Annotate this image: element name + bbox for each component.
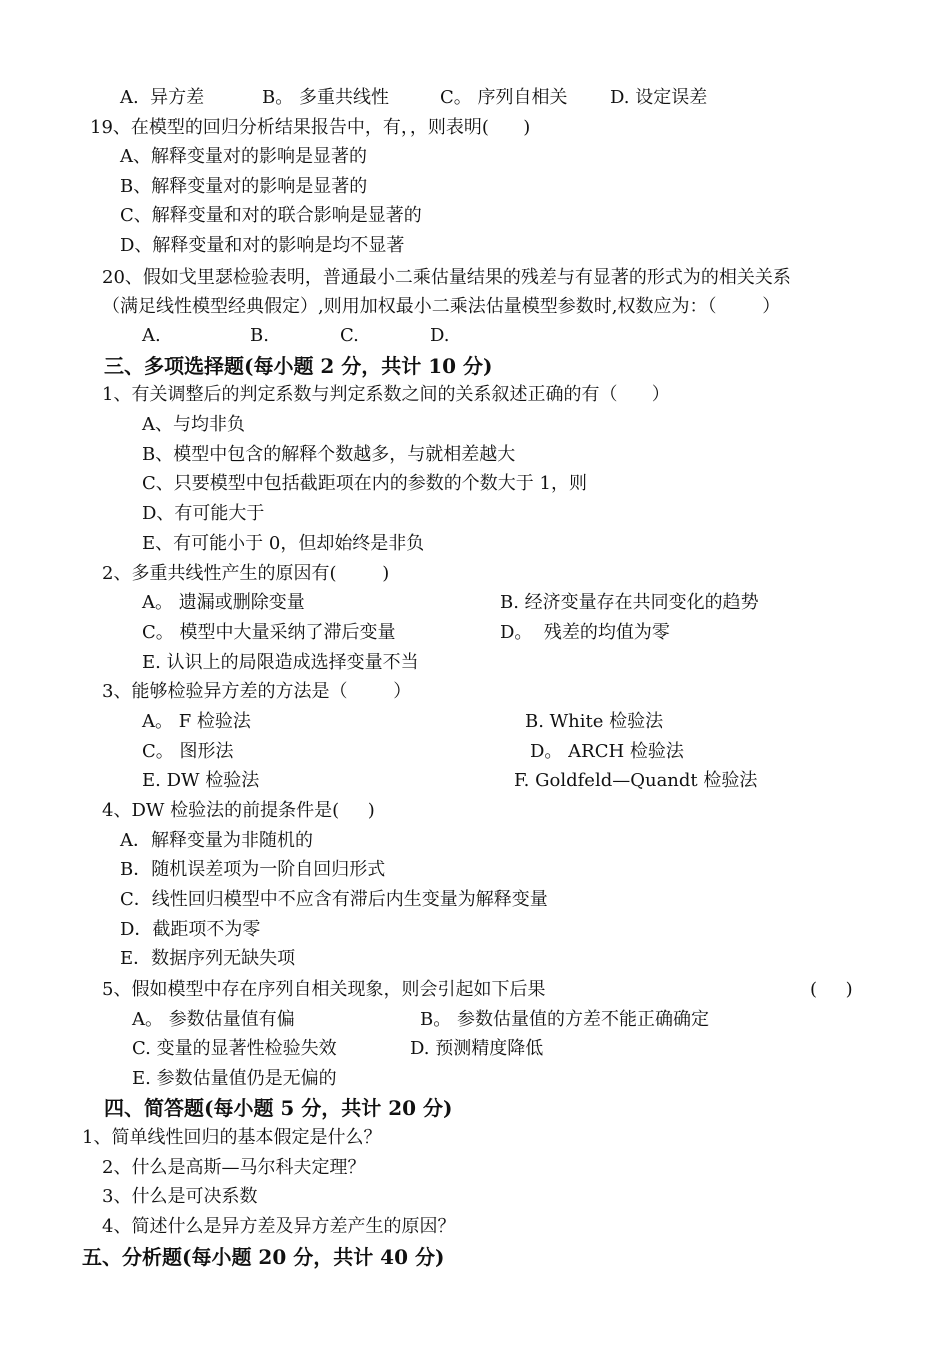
s3-q5-answer-bracket: ( ) [810, 979, 853, 1000]
s3-q1-option-e: E、有可能小于 0，但却始终是非负 [142, 533, 425, 554]
s3-q2-option-a: A。 遗漏或删除变量 [142, 592, 305, 613]
s3-q3-option-a: A。 F 检验法 [142, 711, 251, 732]
q19-stem: 19、在模型的回归分析结果报告中，有，，则表明( ) [90, 117, 531, 138]
s3-q3-option-d: D。 ARCH 检验法 [530, 741, 684, 762]
s4-q1: 1、简单线性回归的基本假定是什么？ [82, 1127, 382, 1148]
section3-heading: 三、多项选择题(每小题 2 分，共计 10 分) [104, 354, 493, 378]
q19-option-a: A、解释变量对的影响是显著的 [120, 146, 367, 167]
s3-q5-option-b: B。 参数估量值的方差不能正确确定 [420, 1009, 709, 1030]
s3-q4-option-d: D．截距项不为零 [120, 919, 261, 940]
s3-q5-option-d: D. 预测精度降低 [410, 1038, 544, 1059]
s3-q5-option-c: C. 变量的显著性检验失效 [132, 1038, 337, 1059]
q20-option-c: C. [340, 325, 359, 346]
s3-q5-option-e: E. 参数估量值仍是无偏的 [132, 1068, 337, 1089]
q18-option-b: B。 多重共线性 [262, 87, 389, 108]
s4-q3: 3、什么是可决系数 [102, 1186, 258, 1207]
s3-q4-stem: 4、DW 检验法的前提条件是( ) [102, 800, 375, 821]
s3-q1-option-b: B、模型中包含的解释个数越多，与就相差越大 [142, 444, 516, 465]
section5-heading: 五、分析题(每小题 20 分，共计 40 分) [82, 1245, 445, 1269]
s4-q4: 4、简述什么是异方差及异方差产生的原因？ [102, 1216, 456, 1237]
s3-q4-option-a: A．解释变量为非随机的 [120, 830, 313, 851]
s3-q1-option-c: C、只要模型中包括截距项在内的参数的个数大于 1，则 [142, 473, 587, 494]
s3-q2-option-c: C。 模型中大量采纳了滞后变量 [142, 622, 396, 643]
s3-q4-option-c: C．线性回归模型中不应含有滞后内生变量为解释变量 [120, 889, 548, 910]
s4-q2: 2、什么是高斯—马尔科夫定理？ [102, 1157, 366, 1178]
q19-option-b: B、解释变量对的影响是显著的 [120, 176, 368, 197]
s3-q2-option-b: B. 经济变量存在共同变化的趋势 [500, 592, 759, 613]
s3-q3-stem: 3、能够检验异方差的方法是（ ） [102, 681, 412, 702]
s3-q1-option-a: A、与均非负 [142, 414, 245, 435]
s3-q2-stem: 2、多重共线性产生的原因有( ) [102, 563, 390, 584]
q18-option-c: C。 序列自相关 [440, 87, 568, 108]
q20-stem-line2: （满足线性模型经典假定）,则用加权最小二乘法估量模型参数时,权数应为：（ ） [102, 296, 781, 317]
s3-q1-stem: 1、有关调整后的判定系数与判定系数之间的关系叙述正确的有（ ） [102, 384, 670, 405]
q18-option-a: A. 异方差 [120, 87, 205, 108]
s3-q2-option-d: D。 残差的均值为零 [500, 622, 670, 643]
s3-q5-stem: 5、假如模型中存在序列自相关现象，则会引起如下后果 [102, 979, 546, 1000]
q19-option-d: D、解释变量和对的影响是均不显著 [120, 235, 405, 256]
s3-q5-option-a: A。 参数估量值有偏 [132, 1009, 295, 1030]
s3-q1-option-d: D、有可能大于 [142, 503, 265, 524]
q20-option-d: D. [430, 325, 450, 346]
q20-stem-line1: 20、假如戈里瑟检验表明，普通最小二乘估量结果的残差与有显著的形式为的相关关系 [102, 267, 791, 288]
q20-option-a: A. [142, 325, 161, 346]
q18-option-d: D. 设定误差 [610, 87, 708, 108]
section4-heading: 四、简答题(每小题 5 分，共计 20 分) [104, 1096, 453, 1120]
s3-q3-option-f: F. Goldfeld—Quandt 检验法 [514, 770, 758, 791]
s3-q3-option-e: E. DW 检验法 [142, 770, 260, 791]
q20-option-b: B. [250, 325, 269, 346]
s3-q4-option-b: B．随机误差项为一阶自回归形式 [120, 859, 386, 880]
s3-q3-option-b: B. White 检验法 [525, 711, 664, 732]
s3-q3-option-c: C。 图形法 [142, 741, 234, 762]
q19-option-c: C、解释变量和对的联合影响是显著的 [120, 205, 422, 226]
s3-q4-option-e: E．数据序列无缺失项 [120, 948, 296, 969]
s3-q2-option-e: E. 认识上的局限造成选择变量不当 [142, 652, 419, 673]
